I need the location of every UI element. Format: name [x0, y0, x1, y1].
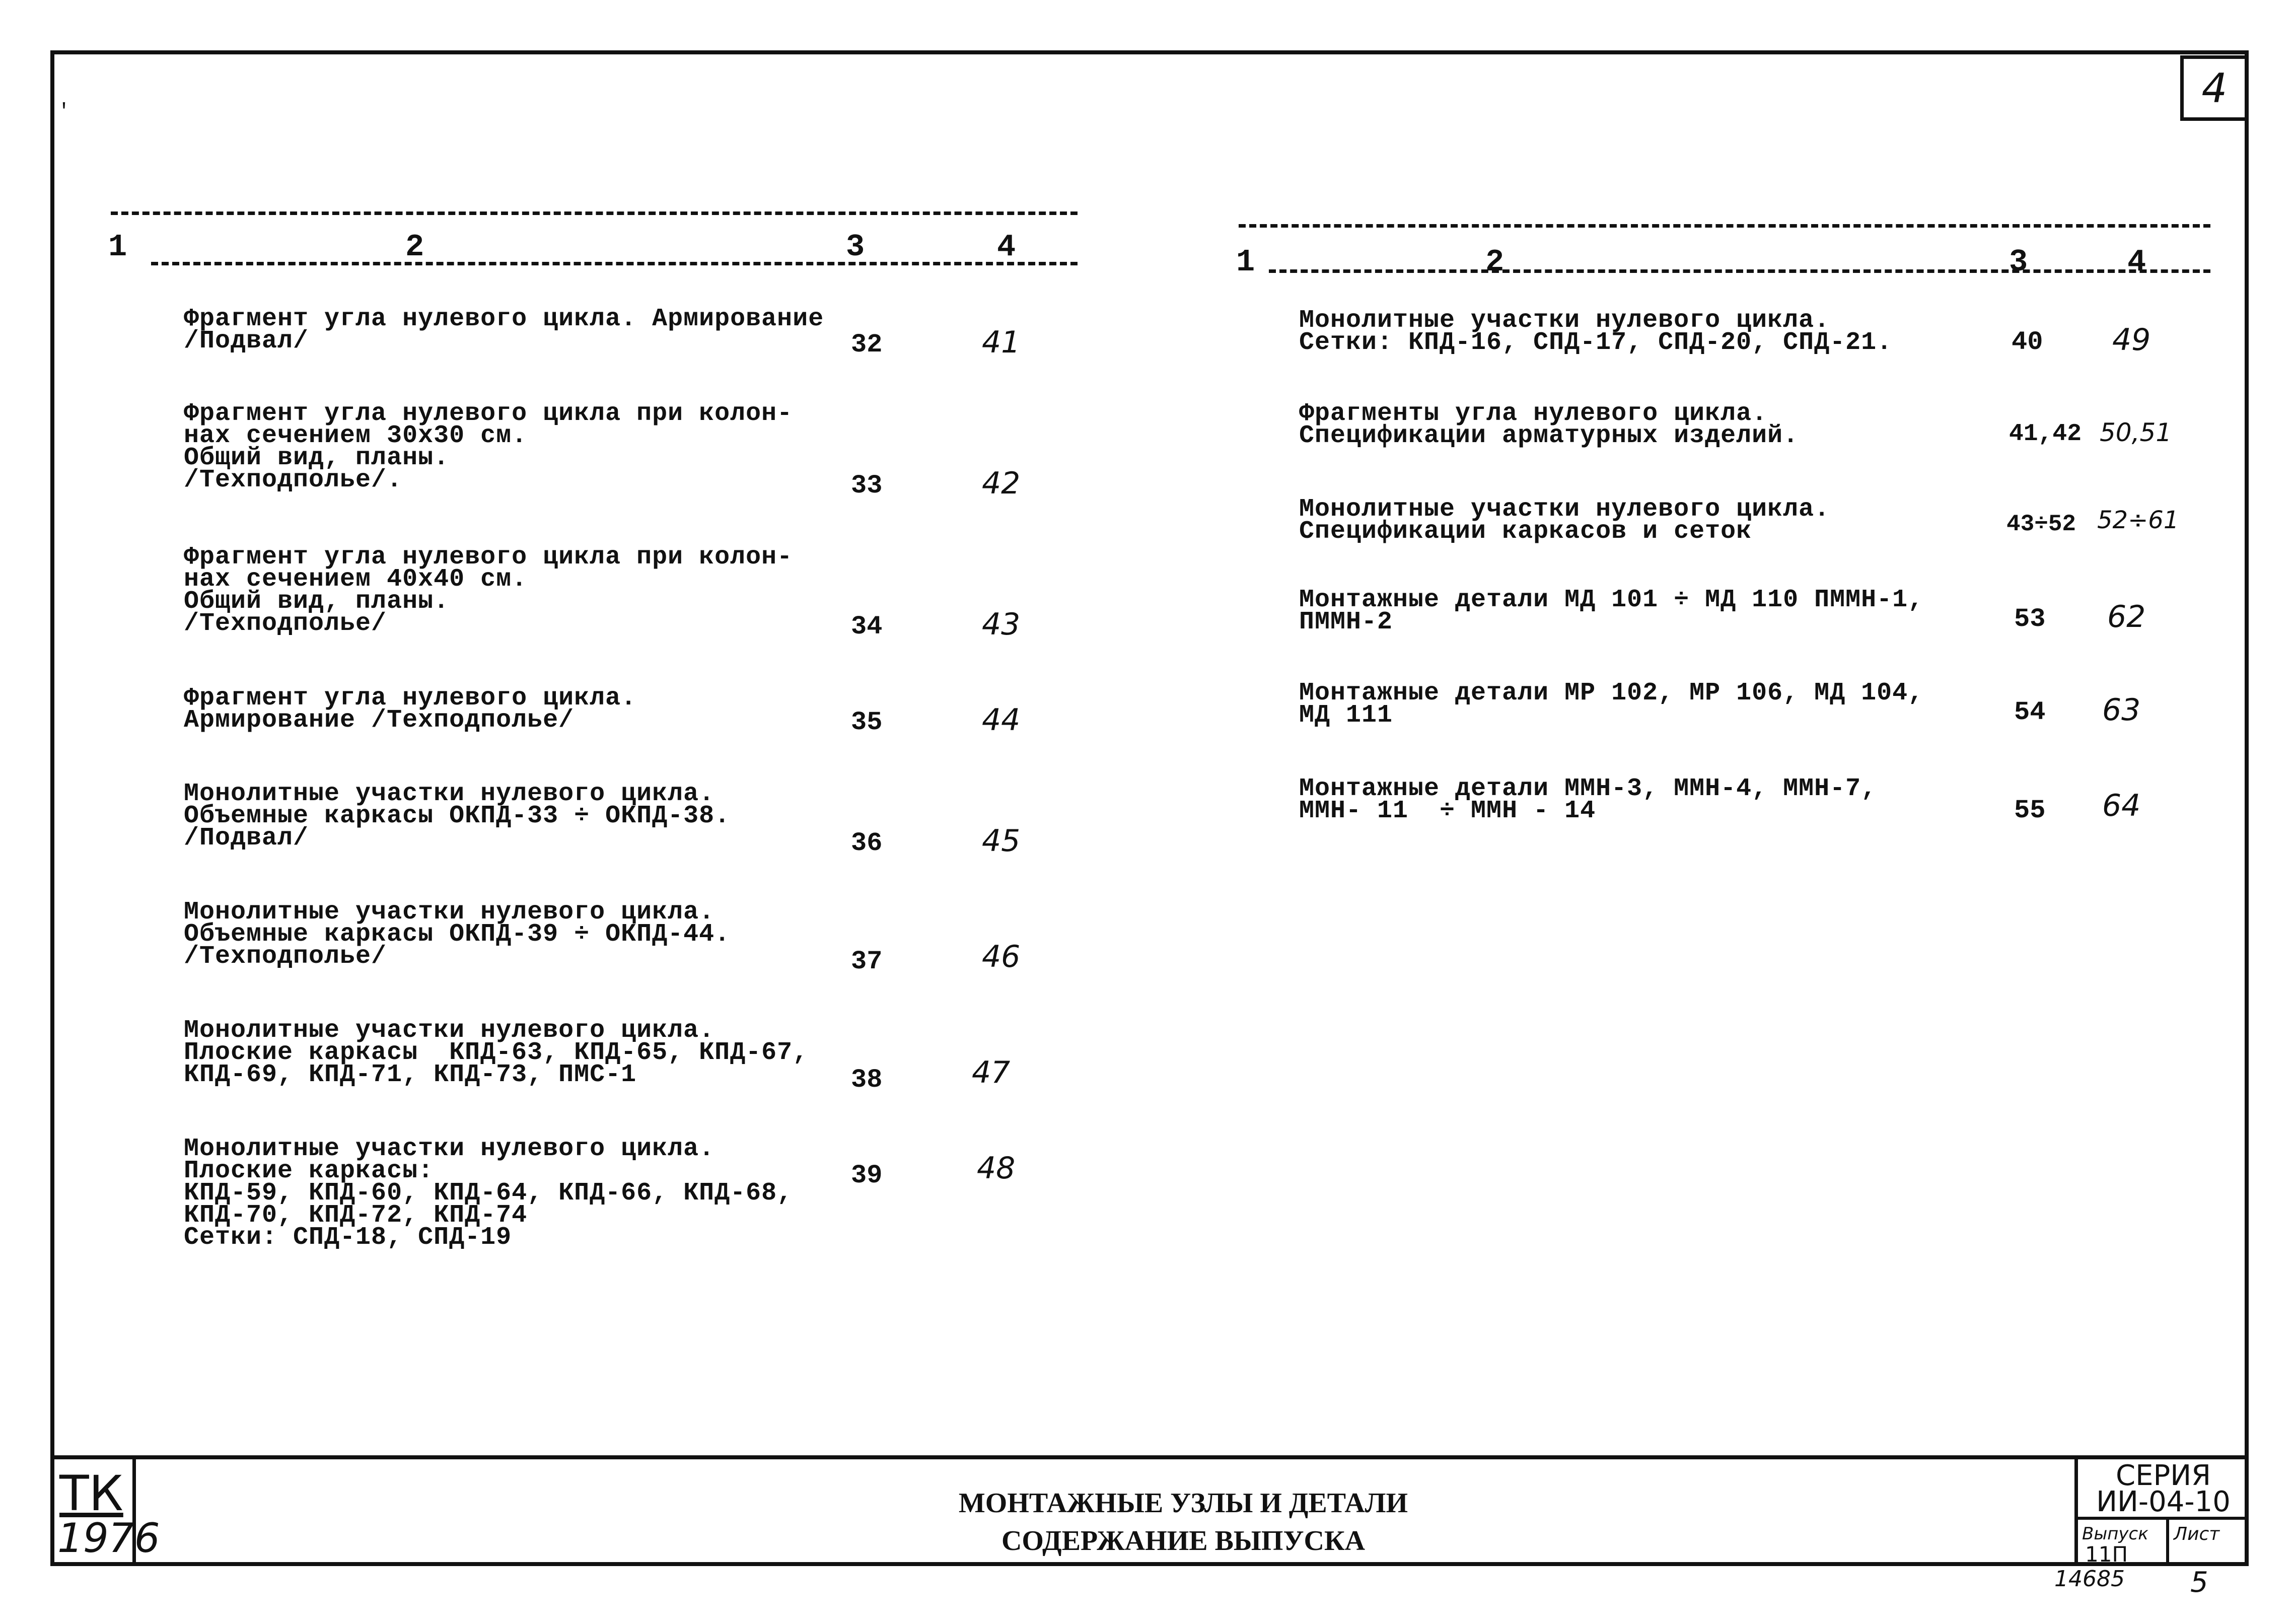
left-row-2-col4: 42 [982, 466, 1021, 501]
year: 1976 [57, 1515, 160, 1562]
left-header-line [151, 262, 1078, 265]
series-code: ИИ-04-10 [2078, 1486, 2249, 1520]
right-header-col2: 2 [1485, 244, 1504, 280]
left-row-1-col4: 41 [982, 325, 1021, 360]
right-row-1-desc: Монолитные участки нулевого цикла. Сетки: КПД-16, СПД-17, СПД-20, СПД-21. [1299, 306, 1893, 357]
left-row-5-col4: 45 [982, 823, 1021, 859]
right-header-col1: 1 [1236, 244, 1255, 280]
archive-number: 14685 [2054, 1566, 2125, 1592]
right-row-2-desc: Фрагменты угла нулевого цикла. Спецификации арматурных изделий. [1299, 399, 1799, 450]
right-header-line [1269, 269, 2210, 273]
right-row-5-desc: Монтажные детали МР 102, МР 106, МД 104, МД 111 [1299, 679, 1924, 730]
left-row-8-desc: Монолитные участки нулевого цикла. Плоские каркасы: КПД-59, КПД-60, КПД-64, КПД-66, КПД-68, КПД-70, КПД-72, КПД-74 Сетки: СПД-18, СПД-19 [184, 1135, 793, 1252]
left-row-8-col3: 39 [851, 1161, 883, 1190]
left-row-4-desc: Фрагмент угла нулевого цикла. Армирование /Техподполье/ [184, 684, 637, 735]
left-row-6-desc: Монолитные участки нулевого цикла. Объемные каркасы ОКПД-39 ÷ ОКПД-44. /Техподполье/ [184, 898, 731, 971]
left-row-2-desc: Фрагмент угла нулевого цикла при колон- нах сечением 30х30 см. Общий вид, планы. /Техподполье/. [184, 399, 793, 495]
left-header-col2: 2 [405, 229, 424, 265]
right-row-4-col3: 53 [2014, 604, 2046, 634]
issue-value: 11П [2085, 1542, 2128, 1567]
left-row-8-col4: 48 [977, 1151, 1016, 1186]
left-row-3-col4: 43 [982, 607, 1021, 642]
title-block-org-cell [50, 1459, 160, 1566]
left-table-top-line [111, 211, 1078, 215]
issue-label: Выпуск [2082, 1524, 2148, 1544]
left-row-2-col3: 33 [851, 471, 883, 501]
right-row-3-col4: 52÷61 [2097, 506, 2179, 534]
drawing-title: МОНТАЖНЫЕ УЗЛЫ И ДЕТАЛИ [958, 1488, 1408, 1519]
right-header-col3: 3 [2009, 244, 2028, 280]
right-row-6-col4: 64 [2102, 788, 2141, 823]
issue-list-divider [2166, 1520, 2169, 1566]
sheet-number: 4 [2180, 55, 2249, 121]
left-header-col4: 4 [997, 229, 1016, 265]
right-row-2-col4: 50,51 [2100, 418, 2172, 447]
left-row-6-col3: 37 [851, 947, 883, 976]
title-block [50, 1455, 2249, 1566]
left-header-col3: 3 [846, 229, 865, 265]
right-header-col4: 4 [2127, 244, 2146, 280]
drawing-subtitle: СОДЕРЖАНИЕ ВЫПУСКА [1001, 1525, 1366, 1557]
left-row-7-desc: Монолитные участки нулевого цикла. Плоские каркасы КПД-63, КПД-65, КПД-67, КПД-69, КПД-71, КПД-73, ПМС-1 [184, 1016, 809, 1089]
right-row-6-desc: Монтажные детали ММН-3, ММН-4, ММН-7, ММН- 11 ÷ ММН - 14 [1299, 774, 1877, 825]
left-row-3-col3: 34 [851, 612, 883, 642]
right-row-4-col4: 62 [2107, 599, 2146, 634]
series-label: СЕРИЯ [2115, 1459, 2211, 1492]
list-label: Лист [2174, 1524, 2220, 1544]
right-row-1-col4: 49 [2112, 322, 2151, 358]
left-row-1-col3: 32 [851, 330, 883, 360]
right-row-1-col3: 40 [2012, 327, 2043, 357]
right-row-4-desc: Монтажные детали МД 101 ÷ МД 110 ПММН-1, ПММН-2 [1299, 586, 1924, 637]
right-row-2-col3: 41,42 [2009, 420, 2082, 448]
left-row-5-desc: Монолитные участки нулевого цикла. Объемные каркасы ОКПД-33 ÷ ОКПД-38. /Подвал/ [184, 780, 731, 853]
left-row-7-col4: 47 [972, 1055, 1011, 1090]
left-header-col1: 1 [108, 229, 127, 265]
left-row-5-col3: 36 [851, 828, 883, 858]
left-row-3-desc: Фрагмент угла нулевого цикла при колон- нах сечением 40х40 см. Общий вид, планы. /Техподполье/ [184, 543, 793, 638]
left-row-6-col4: 46 [982, 939, 1021, 974]
left-row-1-desc: Фрагмент угла нулевого цикла. Армирование /Подвал/ [184, 305, 824, 356]
left-row-4-col4: 44 [982, 702, 1021, 738]
right-table-top-line [1239, 224, 2210, 228]
org-code: ТК [59, 1465, 123, 1522]
left-row-4-col3: 35 [851, 708, 883, 737]
right-row-5-col4: 63 [2102, 692, 2141, 728]
left-row-7-col3: 38 [851, 1065, 883, 1095]
right-row-6-col3: 55 [2014, 796, 2046, 825]
right-row-3-desc: Монолитные участки нулевого цикла. Спецификации каркасов и сеток [1299, 495, 1830, 546]
title-block-series-cell [2074, 1459, 2249, 1566]
right-row-5-col3: 54 [2014, 697, 2046, 727]
margin-mark: ' [58, 101, 70, 123]
page-number: 5 [2190, 1566, 2208, 1599]
right-row-3-col3: 43÷52 [2006, 511, 2076, 537]
